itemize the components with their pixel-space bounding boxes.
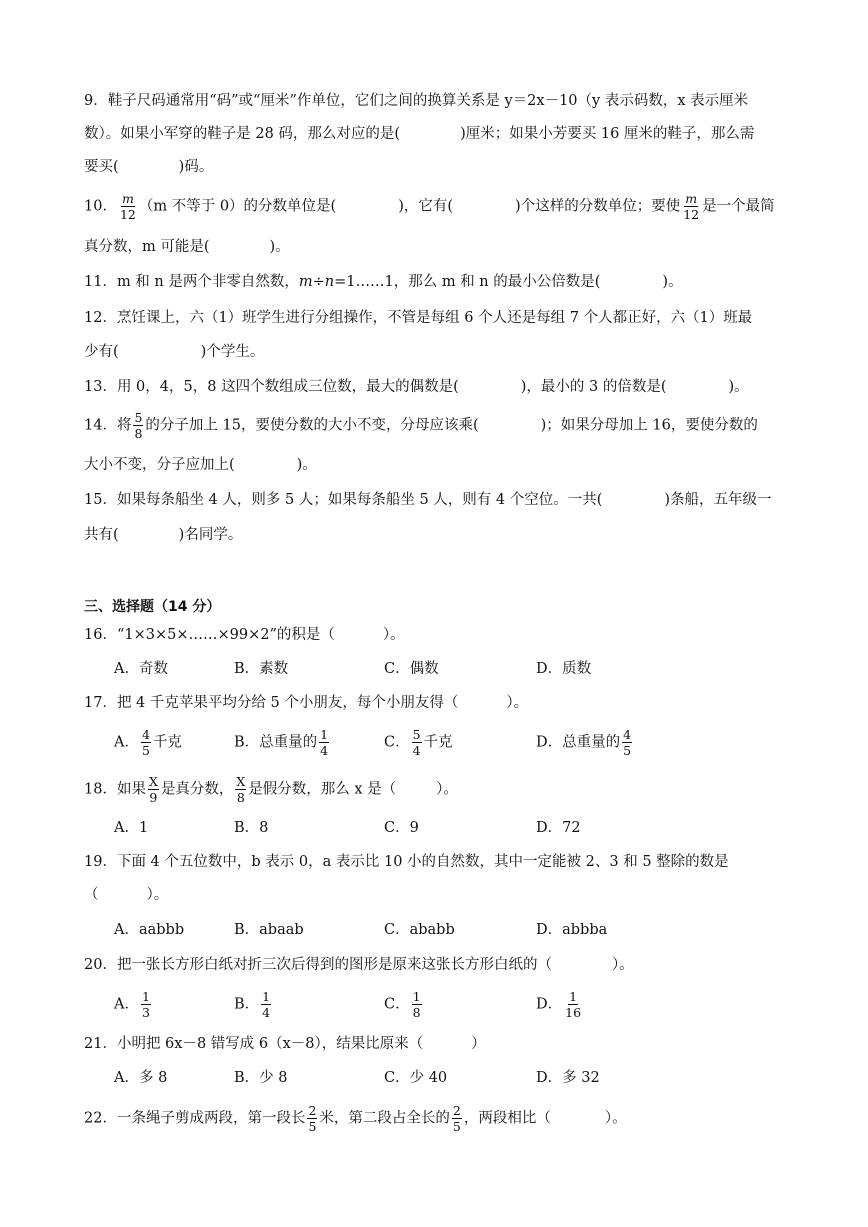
question-14-line-2 — [84, 458, 317, 473]
fraction-option — [564, 990, 582, 1019]
math-operator: ÷ — [312, 274, 325, 290]
fraction-numerator: 1 — [141, 989, 150, 1004]
fraction-denominator: 12 — [119, 207, 136, 223]
fraction-numerator: m — [685, 191, 698, 206]
question-text: 大小不变，分子应加上( — [84, 457, 235, 473]
question-text: 要买( — [84, 159, 119, 175]
question-9-line-3 — [84, 160, 213, 175]
option-label: D．总重量的 — [536, 734, 621, 751]
question-10-line-2 — [84, 240, 290, 255]
option-label: B． — [234, 996, 260, 1013]
fraction-2-over-5 — [307, 1104, 317, 1133]
fraction-x-over-9 — [148, 775, 159, 804]
fraction-numerator: 2 — [308, 1103, 317, 1118]
fraction-denominator: 8 — [412, 1005, 421, 1021]
question-text: )。 — [296, 457, 317, 473]
question-text: 下面 4 个五位数中，b 表示 0，a 表示比 10 小的自然数，其中一定能被 2、3 和 5 整除的数是 — [116, 854, 729, 870]
option-b[interactable]: B．少 8 — [234, 1070, 288, 1086]
question-text: =1……1，那么 m 和 n 的最小公倍数是( — [334, 274, 601, 290]
question-text: 的分子加上 15，要使分数的大小不变，分母应该乘( — [145, 417, 479, 434]
question-text: )码。 — [178, 159, 214, 175]
fraction-denominator: 9 — [149, 790, 158, 806]
question-17 — [84, 696, 528, 711]
question-number: 13． — [84, 379, 117, 395]
option-c[interactable]: C．9 — [384, 820, 419, 836]
question-number: 18． — [84, 781, 117, 798]
option-d[interactable]: D．多 32 — [536, 1070, 600, 1086]
question-text: 将 — [116, 417, 132, 434]
fraction-numerator: 1 — [262, 989, 271, 1004]
question-text: 如果每条船坐 4 人，则多 5 人；如果每条船坐 5 人，则有 4 个空位。一共( — [116, 492, 603, 508]
question-number: 21． — [84, 1036, 117, 1052]
fraction-option — [141, 728, 151, 757]
question-text: )；如果分母加上 16，要使分数的 — [540, 417, 758, 434]
question-15-line-2 — [84, 528, 242, 543]
fraction-5-over-8 — [133, 411, 143, 440]
fraction-numerator: 4 — [623, 727, 632, 742]
question-text: ）。 — [604, 1110, 627, 1127]
fraction-numerator: m — [121, 191, 134, 206]
fraction-numerator: 5 — [134, 410, 143, 425]
fraction-denominator: 5 — [308, 1119, 317, 1135]
question-number: 12． — [84, 310, 117, 326]
question-text: ，两段相比（ — [463, 1110, 551, 1127]
option-c[interactable]: C．ababb — [384, 922, 455, 938]
question-number: 10． — [84, 198, 117, 215]
question-text: )，它有( — [398, 198, 454, 215]
question-text: )个学生。 — [200, 344, 265, 360]
question-text: （ — [84, 887, 99, 903]
option-label: B．总重量的 — [234, 734, 318, 751]
option-a[interactable]: A．1 — [114, 820, 149, 836]
question-text: )厘米；如果小芳要买 16 厘米的鞋子，那么需 — [460, 126, 755, 142]
option-unit: 千克 — [152, 734, 182, 751]
question-12-line-1 — [84, 311, 752, 326]
question-text: 用 0，4，5，8 这四个数组成三位数，最大的偶数是( — [116, 379, 459, 395]
option-a[interactable] — [114, 990, 153, 1019]
option-d[interactable]: D．abbba — [536, 922, 608, 938]
math-variable: n — [324, 274, 335, 290]
question-text: 一条绳子剪成两段，第一段长 — [116, 1110, 306, 1127]
question-text: 把一张长方形白纸对折三次后得到的图形是原来这张长方形白纸的（ — [116, 957, 552, 973]
question-text: ）。 — [506, 695, 529, 711]
question-text: “1×3×5×……×99×2”的积是（ — [116, 627, 335, 643]
question-text: 是真分数， — [160, 781, 234, 798]
fraction-numerator: X — [148, 774, 158, 789]
option-a[interactable]: A．aabbb — [114, 922, 185, 938]
question-text: 如果 — [116, 781, 146, 798]
option-b[interactable]: B．abaab — [234, 922, 304, 938]
fraction-numerator: 1 — [569, 989, 578, 1004]
fraction-numerator: 5 — [412, 727, 421, 742]
question-text: 烹饪课上，六（1）班学生进行分组操作，不管是每组 6 个人还是每组 7 个人都正好，六（1）班最 — [116, 310, 753, 326]
option-label: A． — [114, 996, 139, 1013]
fraction-denominator: 5 — [141, 743, 150, 759]
option-label: C． — [384, 996, 410, 1013]
question-9-line-1 — [84, 94, 748, 109]
option-b[interactable]: B．8 — [234, 820, 269, 836]
option-d[interactable]: D．72 — [536, 820, 581, 836]
question-text: )名同学。 — [178, 527, 243, 543]
fraction-denominator: 8 — [134, 426, 143, 442]
option-c[interactable] — [384, 728, 453, 757]
question-text: 把 4 千克苹果平均分给 5 个小朋友，每个小朋友得（ — [116, 695, 459, 711]
question-22 — [84, 1104, 627, 1133]
question-10-line-1 — [84, 192, 775, 221]
option-unit: 千克 — [423, 734, 453, 751]
question-19-line-2 — [84, 888, 168, 903]
question-text: m 和 n 是两个非零自然数， — [116, 274, 299, 290]
question-number: 11． — [84, 274, 117, 290]
question-number: 20． — [84, 957, 117, 973]
fraction-m-over-12 — [119, 192, 137, 221]
question-text: 是一个最简 — [702, 198, 775, 215]
question-text: )，最小的 3 的倍数是( — [520, 379, 667, 395]
fraction-denominator: 5 — [452, 1119, 461, 1135]
option-d[interactable] — [536, 728, 634, 757]
fraction-2-over-5 — [452, 1104, 462, 1133]
fraction-numerator: 4 — [141, 727, 150, 742]
question-text: )。 — [662, 274, 683, 290]
question-18 — [84, 775, 458, 804]
question-text: （m 不等于 0）的分数单位是( — [138, 198, 337, 215]
question-number: 16． — [84, 627, 117, 643]
question-text: 数）。如果小军穿的鞋子是 28 码，那么对应的是( — [84, 126, 401, 142]
question-number: 15． — [84, 492, 117, 508]
question-13 — [84, 380, 749, 395]
question-text: ）。 — [146, 887, 169, 903]
option-a[interactable] — [114, 728, 182, 757]
fraction-option — [141, 990, 151, 1019]
fraction-numerator: X — [236, 774, 246, 789]
question-text: 鞋子尺码通常用“码”或“厘米”作单位，它们之间的换算关系是 y＝2x－10（y 表示码数，x 表示厘米 — [107, 93, 749, 109]
fraction-numerator: 1 — [320, 727, 329, 742]
question-number: 17． — [84, 695, 117, 711]
option-d[interactable]: D．质数 — [536, 661, 592, 677]
question-11 — [84, 275, 683, 290]
question-text: 共有( — [84, 527, 119, 543]
fraction-denominator: 12 — [683, 207, 700, 223]
fraction-option — [412, 728, 422, 757]
option-a[interactable]: A．奇数 — [114, 661, 168, 677]
fraction-option — [412, 990, 422, 1019]
fraction-option — [319, 728, 329, 757]
question-text: 是假分数，那么 x 是（ — [248, 781, 397, 798]
question-text: )。 — [269, 239, 290, 255]
question-number: 22． — [84, 1110, 117, 1127]
question-16 — [84, 628, 405, 643]
fraction-denominator: 4 — [412, 743, 421, 759]
option-label: A． — [114, 734, 139, 751]
fraction-numerator: 2 — [452, 1103, 461, 1118]
question-9-line-2 — [84, 127, 754, 142]
option-c[interactable] — [384, 990, 424, 1019]
fraction-option — [622, 728, 632, 757]
fraction-numerator: 1 — [412, 989, 421, 1004]
question-number: 19． — [84, 854, 117, 870]
option-b[interactable] — [234, 990, 273, 1019]
question-19-line-1 — [84, 855, 729, 870]
fraction-denominator: 8 — [236, 790, 245, 806]
fraction-denominator: 4 — [320, 743, 329, 759]
question-number: 14． — [84, 417, 117, 434]
question-text: )条船，五年级一 — [664, 492, 772, 508]
section-heading: 三、选择题（14 分） — [84, 599, 221, 615]
question-number: 9． — [84, 93, 108, 109]
question-text: 真分数，m 可能是( — [84, 239, 210, 255]
question-12-line-2 — [84, 345, 264, 360]
question-text: ）。 — [611, 957, 634, 973]
option-label: D． — [536, 996, 563, 1013]
option-a[interactable]: A．多 8 — [114, 1070, 168, 1086]
fraction-denominator: 4 — [262, 1005, 271, 1021]
option-d[interactable] — [536, 990, 584, 1019]
question-21 — [84, 1037, 486, 1052]
option-c[interactable]: C．少 40 — [384, 1070, 448, 1086]
fraction-denominator: 16 — [565, 1005, 582, 1021]
question-text: 小明把 6x－8 错写成 6（x－8），结果比原来（ — [116, 1036, 424, 1052]
question-text: ）。 — [436, 781, 458, 798]
option-b[interactable] — [234, 728, 331, 757]
question-15-line-1 — [84, 493, 772, 508]
fraction-x-over-8 — [235, 775, 246, 804]
question-text: 少有( — [84, 344, 119, 360]
math-variable: m — [298, 274, 313, 290]
fraction-m-over-12 — [682, 192, 700, 221]
question-text: ） — [471, 1036, 486, 1052]
option-c[interactable]: C．偶数 — [384, 661, 439, 677]
question-20 — [84, 958, 634, 973]
question-text: 米，第二段占全长的 — [319, 1110, 450, 1127]
fraction-denominator: 3 — [141, 1005, 150, 1021]
question-text: )个这样的分数单位；要使 — [515, 198, 681, 215]
question-text: )。 — [728, 379, 749, 395]
option-b[interactable]: B．素数 — [234, 661, 289, 677]
fraction-option — [261, 990, 271, 1019]
fraction-denominator: 5 — [623, 743, 632, 759]
question-14-line-1 — [84, 411, 758, 440]
option-label: C． — [384, 734, 410, 751]
question-text: ）。 — [382, 627, 405, 643]
